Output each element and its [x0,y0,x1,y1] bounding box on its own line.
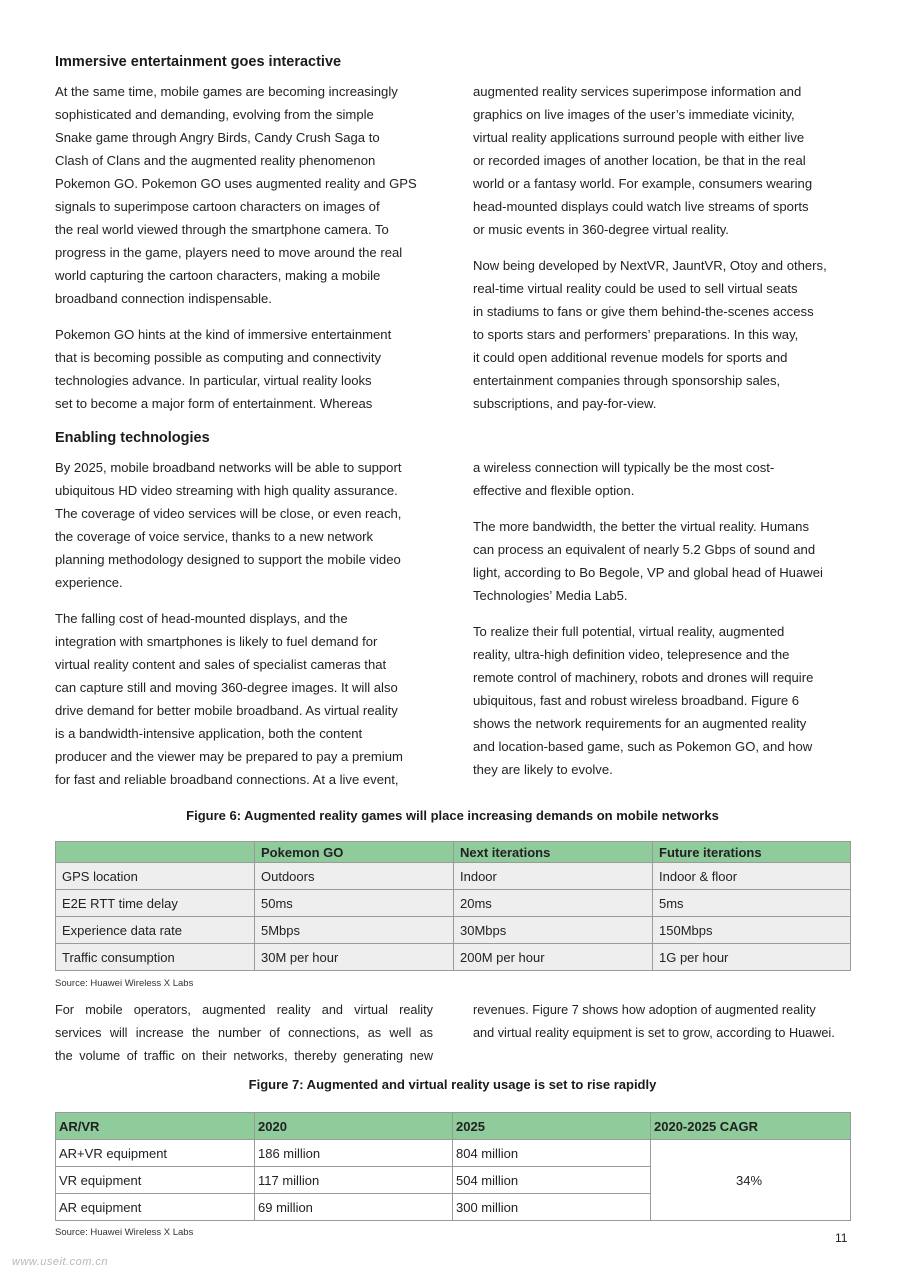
table-cell: E2E RTT time delay [56,890,255,917]
table-cell: 5Mbps [255,917,454,944]
table-cell: 804 million [453,1140,651,1167]
table-cell: Indoor [454,863,653,890]
paragraph-line: they are likely to evolve. [473,762,613,777]
paragraph-line: is a bandwidth-intensive application, both the content [55,726,363,741]
table-cell: AR+VR equipment [56,1140,255,1167]
paragraph-line: experience. [55,575,123,590]
section2-left-column [55,456,435,804]
paragraph-line: world capturing the cartoon characters, making a mobile [55,268,381,283]
paragraph-line: planning methodology designed to support the mobile video [55,552,401,567]
paragraph-line: head-mounted displays could watch live streams of sports [473,199,809,214]
paragraph-line: Clash of Clans and the augmented reality phenomenon [55,153,376,168]
paragraph-line: and location-based game, such as Pokemon GO, and how [473,739,813,754]
table-header-cell: Future iterations [653,842,851,863]
table-cell: 200M per hour [454,944,653,971]
paragraph-line: the coverage of voice service, thanks to a new network [55,529,374,544]
paragraph-line: Now being developed by NextVR, JauntVR, Otoy and others, [473,258,827,273]
table-cell: Outdoors [255,863,454,890]
table-header-row [56,1113,851,1140]
table-header-cell: 2020 [255,1113,453,1140]
body-paragraph [55,607,435,791]
figure6-table [55,841,851,971]
table-row [56,1140,851,1167]
body-paragraph [473,80,853,241]
table-row [56,890,851,917]
paragraph-line: shows the network requirements for an augmented reality [473,716,807,731]
figure7-source: Source: Huawei Wireless X Labs [55,1227,194,1238]
section3-right-column [473,999,851,1045]
paragraph-line: it could open additional revenue models for sports and [473,350,788,365]
body-paragraph [473,515,853,607]
paragraph-line: drive demand for better mobile broadband. As virtual reality [55,703,398,718]
cagr-cell: 34% [651,1140,851,1221]
paragraph-line: producer and the viewer may be prepared to pay a premium [55,749,403,764]
paragraph-line: graphics on live images of the user’s immediate vicinity, [473,107,795,122]
paragraph-line: subscriptions, and pay-for-view. [473,396,657,411]
paragraph-line: sophisticated and demanding, evolving from the simple [55,107,374,122]
section2-right-column [473,456,853,794]
paragraph-line: integration with smartphones is likely to fuel demand for [55,634,378,649]
paragraph-line: or music events in 360-degree virtual reality. [473,222,729,237]
body-paragraph [473,456,853,502]
table-row [56,944,851,971]
paragraph-line: the volume of traffic on their networks, thereby generating new [55,1049,433,1063]
figure7-title: Figure 7: Augmented and virtual reality usage is set to rise rapidly [248,1077,657,1092]
figure7-table [55,1112,851,1221]
paragraph-line: for fast and reliable broadband connections. At a live event, [55,772,399,787]
figure6-source: Source: Huawei Wireless X Labs [55,978,194,989]
paragraph-line: Pokemon GO. Pokemon GO uses augmented reality and GPS [55,176,417,191]
paragraph-line: The coverage of video services will be close, or even reach, [55,506,402,521]
table-cell: Indoor & floor [653,863,851,890]
paragraph-line: augmented reality services superimpose information and [473,84,802,99]
paragraph-line: technologies advance. In particular, virtual reality looks [55,373,372,388]
paragraph-line: remote control of machinery, robots and drones will require [473,670,814,685]
paragraph-line: ubiquitous, fast and robust wireless broadband. Figure 6 [473,693,800,708]
paragraph-line: Technologies’ Media Lab5. [473,588,628,603]
paragraph-line: that is becoming possible as computing and connectivity [55,350,382,365]
table-cell: 150Mbps [653,917,851,944]
paragraph-line: To realize their full potential, virtual reality, augmented [473,624,785,639]
paragraph-line: effective and flexible option. [473,483,635,498]
body-paragraph [55,456,435,594]
table-header-cell: 2020-2025 CAGR [651,1113,851,1140]
paragraph-line: can capture still and moving 360-degree images. It will also [55,680,398,695]
table-header-cell: Next iterations [454,842,653,863]
page-number: 11 [835,1231,848,1245]
table-header-row [56,842,851,863]
figure6-title: Figure 6: Augmented reality games will place increasing demands on mobile networks [186,808,719,823]
table-cell: 5ms [653,890,851,917]
table-cell: 1G per hour [653,944,851,971]
paragraph-line: in stadiums to fans or give them behind-the-scenes access [473,304,814,319]
body-paragraph [55,80,435,310]
table-header-cell: AR/VR [56,1113,255,1140]
paragraph-line: to sports stars and performers’ preparations. In this way, [473,327,799,342]
paragraph-line: entertainment companies through sponsorship sales, [473,373,781,388]
table-header-cell: Pokemon GO [255,842,454,863]
paragraph-line: or recorded images of another location, be that in the real [473,153,806,168]
table-cell: Experience data rate [56,917,255,944]
table-cell: 504 million [453,1167,651,1194]
paragraph-line: virtual reality applications surround people with either live [473,130,805,145]
table-cell: 50ms [255,890,454,917]
section1-left-column [55,80,435,428]
table-cell: 20ms [454,890,653,917]
paragraph-line: progress in the game, players need to move around the real [55,245,403,260]
section-heading-immersive: Immersive entertainment goes interactive [55,54,342,70]
table-cell: 300 million [453,1194,651,1221]
paragraph-line: virtual reality content and sales of specialist cameras that [55,657,387,672]
paragraph-line: At the same time, mobile games are becoming increasingly [55,84,398,99]
table-cell: GPS location [56,863,255,890]
table-row [56,917,851,944]
paragraph-line: light, according to Bo Begole, VP and global head of Huawei [473,565,823,580]
table-cell: VR equipment [56,1167,255,1194]
paragraph-line: The falling cost of head-mounted displays, and the [55,611,348,626]
body-paragraph [473,254,853,415]
table-cell: 117 million [255,1167,453,1194]
section-heading-enabling: Enabling technologies [55,430,210,446]
paragraph-line: real-time virtual reality could be used to sell virtual seats [473,281,798,296]
paragraph-line: For mobile operators, augmented reality and virtual reality [55,1003,433,1017]
paragraph-line: and virtual reality equipment is set to grow, according to Huawei. [473,1026,835,1040]
table-cell: 69 million [255,1194,453,1221]
table-row [56,863,851,890]
paragraph-line: a wireless connection will typically be the most cost- [473,460,775,475]
paragraph-line: ubiquitous HD video streaming with high quality assurance. [55,483,398,498]
section1-right-column [473,80,853,428]
paragraph-line: revenues. Figure 7 shows how adoption of augmented reality [473,1003,816,1017]
paragraph-line: By 2025, mobile broadband networks will be able to support [55,460,402,475]
paragraph-line: broadband connection indispensable. [55,291,272,306]
paragraph-line: world or a fantasy world. For example, consumers wearing [473,176,813,191]
table-cell: Traffic consumption [56,944,255,971]
paragraph-line: Snake game through Angry Birds, Candy Crush Saga to [55,130,380,145]
table-header-cell [56,842,255,863]
paragraph-line: reality, ultra-high definition video, telepresence and the [473,647,790,662]
table-header-cell: 2025 [453,1113,651,1140]
paragraph-line: Pokemon GO hints at the kind of immersive entertainment [55,327,392,342]
body-paragraph [55,323,435,415]
body-paragraph [473,620,853,781]
section3-left-column [55,999,433,1068]
paragraph-line: set to become a major form of entertainment. Whereas [55,396,373,411]
watermark: www.useit.com.cn [12,1256,109,1268]
table-cell: 30M per hour [255,944,454,971]
paragraph-line: the real world viewed through the smartphone camera. To [55,222,389,237]
paragraph-line: signals to superimpose cartoon characters on images of [55,199,380,214]
paragraph-line: services will increase the number of connections, as well as [55,1026,433,1040]
paragraph-line: The more bandwidth, the better the virtual reality. Humans [473,519,809,534]
table-cell: 30Mbps [454,917,653,944]
paragraph-line: can process an equivalent of nearly 5.2 Gbps of sound and [473,542,816,557]
table-cell: AR equipment [56,1194,255,1221]
table-cell: 186 million [255,1140,453,1167]
